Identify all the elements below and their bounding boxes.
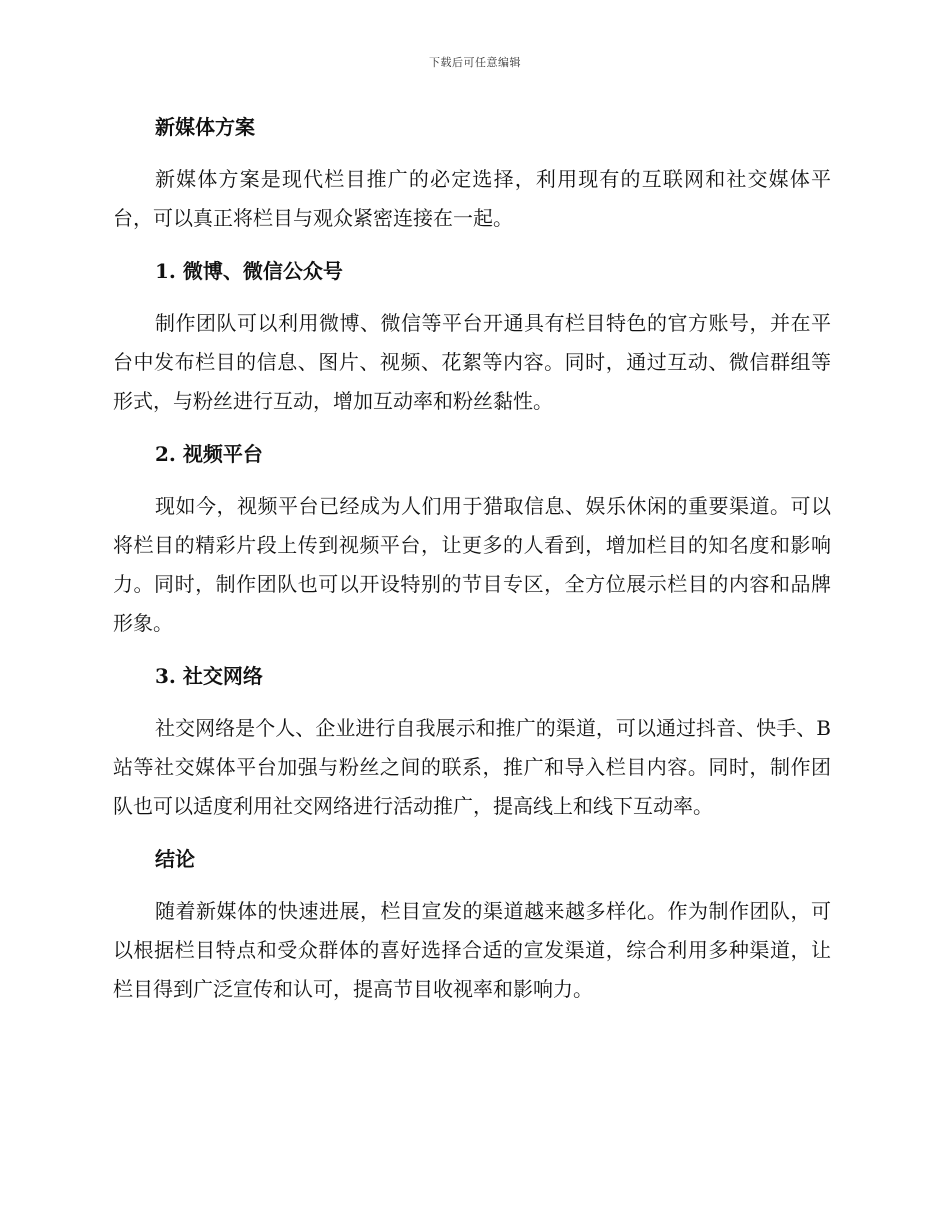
section-paragraph: 制作团队可以利用微博、微信等平台开通具有栏目特色的官方账号，并在平台中发布栏目的信息、图片、视频、花絮等内容。同时，通过互动、微信群组等形式，与粉丝进行互动，增加互动率和粉丝黏性。 bbox=[113, 311, 831, 413]
section-paragraph: 现如今，视频平台已经成为人们用于猎取信息、娱乐休闲的重要渠道。可以将栏目的精彩片段上传到视频平台，让更多的人看到，增加栏目的知名度和影响力。同时，制作团队也可以开设特别的节目专区，全方位展示栏目的内容和品牌形象。 bbox=[113, 494, 831, 635]
section-conclusion bbox=[113, 840, 831, 1009]
section-paragraph: 随着新媒体的快速进展，栏目宣发的渠道越来越多样化。作为制作团队，可以根据栏目特点和受众群体的喜好选择合适的宣发渠道，综合利用多种渠道，让栏目得到广泛宣传和认可，提高节目收视率和影响力。 bbox=[113, 899, 831, 1001]
page-header: 下载后可任意编辑 bbox=[429, 56, 521, 69]
section-new-media-plan bbox=[113, 108, 831, 238]
section-social-network bbox=[113, 657, 831, 826]
section-paragraph: 新媒体方案是现代栏目推广的必定选择，利用现有的互联网和社交媒体平台，可以真正将栏目与观众紧密连接在一起。 bbox=[113, 167, 831, 230]
section-heading: 1. 微博、微信公众号 bbox=[155, 259, 343, 283]
section-heading: 结论 bbox=[155, 847, 195, 871]
section-video-platform bbox=[113, 435, 831, 643]
section-paragraph: 社交网络是个人、企业进行自我展示和推广的渠道，可以通过抖音、快手、B 站等社交媒体平台加强与粉丝之间的联系，推广和导入栏目内容。同时，制作团队也可以适度利用社交网络进行活动推广，提高线上和线下互动率。 bbox=[113, 716, 831, 818]
section-heading: 新媒体方案 bbox=[155, 115, 255, 139]
section-heading: 3. 社交网络 bbox=[155, 664, 263, 688]
document-body bbox=[113, 108, 831, 1023]
section-heading: 2. 视频平台 bbox=[155, 442, 263, 466]
section-weibo-wechat bbox=[113, 252, 831, 421]
